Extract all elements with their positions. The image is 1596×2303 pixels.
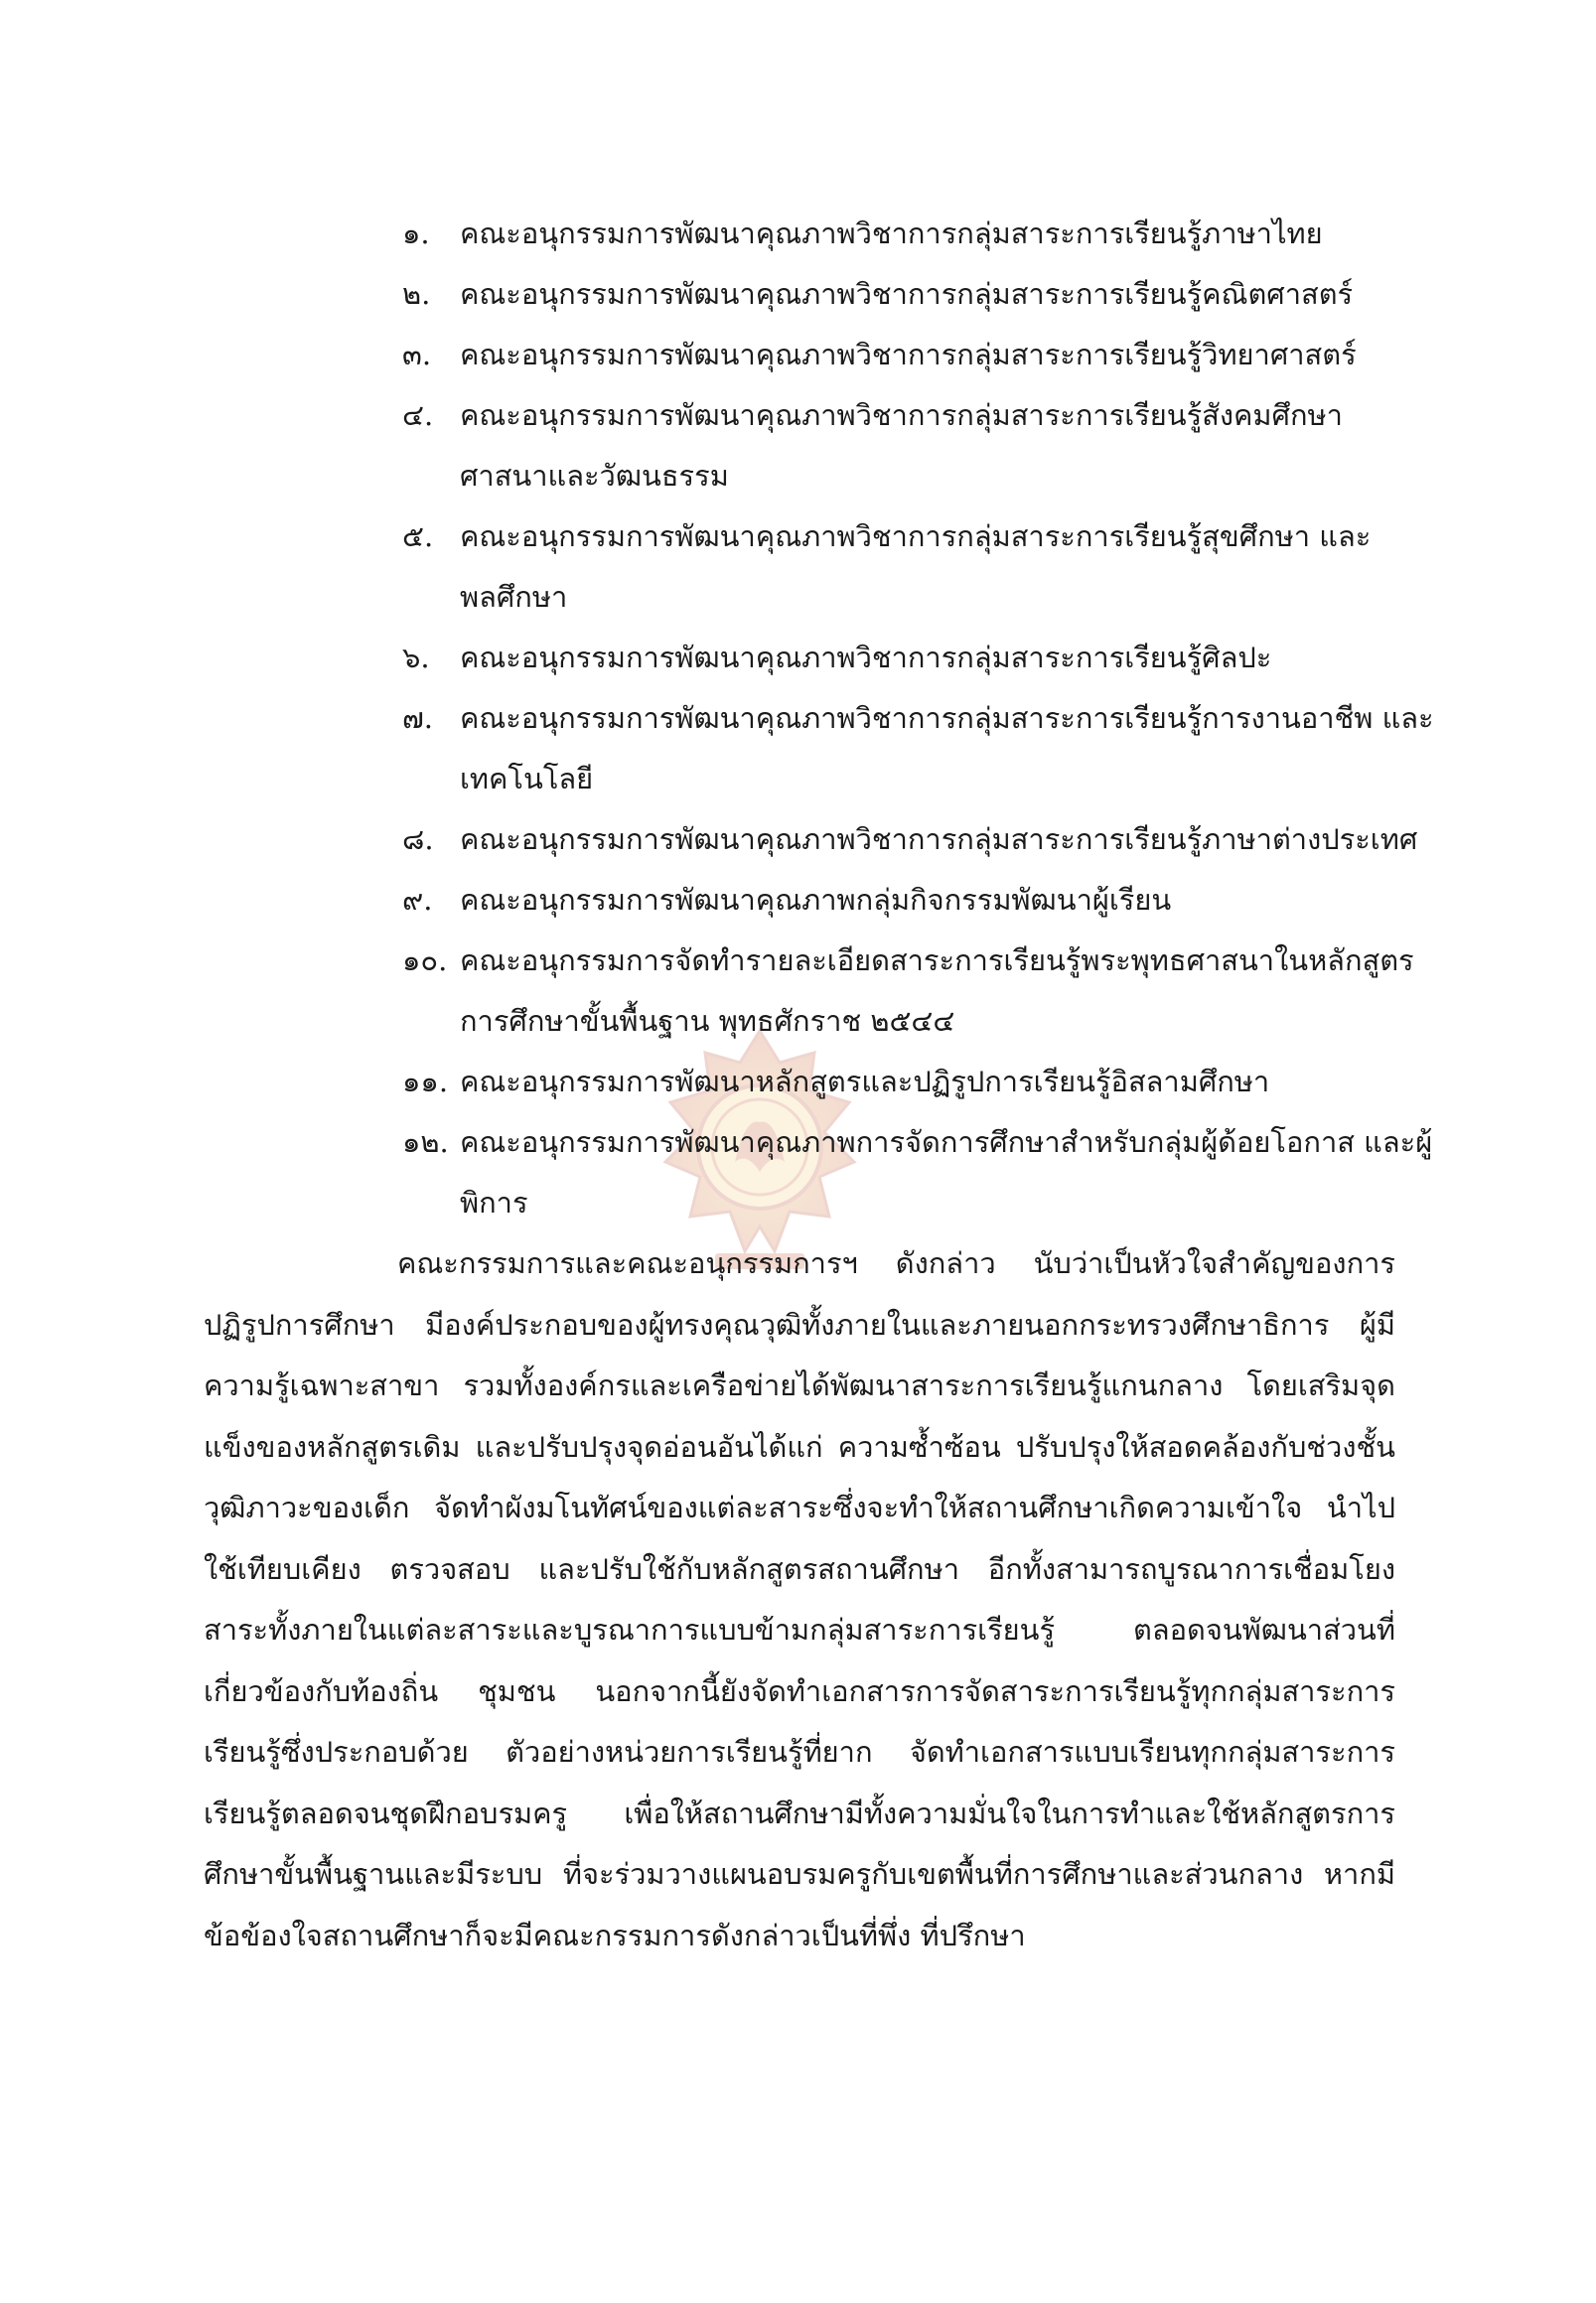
- committee-number: ๘.: [402, 822, 434, 856]
- committee-number: ๔.: [402, 398, 434, 432]
- committee-item: [402, 1112, 1435, 1233]
- committee-title: คณะอนุกรรมการพัฒนาคุณภาพกลุ่มกิจกรรมพัฒนาผู้เรียน: [460, 883, 1172, 917]
- committee-item: [402, 325, 1435, 385]
- committee-number: ๑.: [402, 216, 430, 250]
- committee-title: คณะอนุกรรมการจัดทำรายละเอียดสาระการเรียนรู้พระพุทธศาสนาในหลักสูตร การศึกษาขั้นพื้นฐาน พุทธศักราช ๒๕๔๔: [460, 943, 1414, 1038]
- committee-title: คณะอนุกรรมการพัฒนาคุณภาพวิชาการกลุ่มสาระการเรียนรู้วิทยาศาสตร์: [460, 338, 1357, 371]
- committee-number: ๙.: [402, 883, 433, 917]
- committee-item: [402, 628, 1435, 688]
- committee-item: [402, 385, 1435, 506]
- committee-title: คณะอนุกรรมการพัฒนาคุณภาพวิชาการกลุ่มสาระการเรียนรู้ภาษาไทย: [460, 216, 1323, 250]
- committee-title: คณะอนุกรรมการพัฒนาคุณภาพวิชาการกลุ่มสาระการเรียนรู้คณิตศาสตร์: [460, 277, 1354, 311]
- committee-number: ๗.: [402, 701, 434, 735]
- committee-item: [402, 1052, 1435, 1112]
- committee-title: คณะอนุกรรมการพัฒนาคุณภาพวิชาการกลุ่มสาระการเรียนรู้สุขศึกษา และพลศึกษา: [460, 519, 1372, 614]
- committee-number: ๑๐.: [402, 943, 448, 977]
- committee-title: คณะอนุกรรมการพัฒนาคุณภาพวิชาการกลุ่มสาระการเรียนรู้การงานอาชีพ และเทคโนโลยี: [460, 701, 1434, 795]
- committee-title: คณะอนุกรรมการพัฒนาหลักสูตรและปฏิรูปการเรียนรู้อิสลามศึกษา: [460, 1065, 1270, 1098]
- committee-item: [402, 688, 1435, 809]
- committee-list: [402, 204, 1435, 1233]
- committee-title: คณะอนุกรรมการพัฒนาคุณภาพการจัดการศึกษาสำหรับกลุ่มผู้ด้อยโอกาส และผู้พิการ: [460, 1125, 1433, 1220]
- committee-title: คณะอนุกรรมการพัฒนาคุณภาพวิชาการกลุ่มสาระการเรียนรู้สังคมศึกษา ศาสนาและวัฒนธรรม: [460, 398, 1343, 493]
- committee-item: [402, 506, 1435, 628]
- committee-item: [402, 809, 1435, 870]
- committee-number: ๑๒.: [402, 1125, 449, 1159]
- committee-item: [402, 931, 1435, 1052]
- committee-number: ๕.: [402, 519, 434, 553]
- committee-item: [402, 204, 1435, 264]
- committee-number: ๖.: [402, 641, 430, 674]
- committee-item: [402, 264, 1435, 325]
- committee-item: [402, 870, 1435, 931]
- committee-number: ๓.: [402, 338, 432, 371]
- committee-title: คณะอนุกรรมการพัฒนาคุณภาพวิชาการกลุ่มสาระการเรียนรู้ศิลปะ: [460, 641, 1272, 674]
- body-paragraph: คณะกรรมการและคณะอนุกรรมการฯ ดังกล่าว นับว่าเป็นหัวใจสำคัญของการปฏิรูปการศึกษา มีองค์ประกอบของผู้ทรงคุณวุฒิทั้งภายในและภายนอกกระทรวงศึกษาธิการ ผู้มีความรู้เฉพาะสาขา รวมทั้งองค์กรและเครือข่ายได้พัฒนาสาระการเรียนรู้แกนกลาง โดยเสริมจุดแข็งของหลักสูตรเดิม และปรับปรุงจุดอ่อนอันได้แก่ ความซ้ำซ้อน ปรับปรุงให้สอดคล้องกับช่วงชั้นวุฒิภาวะของเด็ก จัดทำผังมโนทัศน์ของแต่ละสาระซึ่งจะทำให้สถานศึกษาเกิดความเข้าใจ นำไปใช้เทียบเคียง ตรวจสอบ และปรับใช้กับหลักสูตรสถานศึกษา อีกทั้งสามารถบูรณาการเชื่อมโยงสาระทั้งภายในแต่ละสาระและบูรณาการแบบข้ามกลุ่มสาระการเรียนรู้ ตลอดจนพัฒนาส่วนที่เกี่ยวข้องกับท้องถิ่น ชุมชน นอกจากนี้ยังจัดทำเอกสารการจัดสาระการเรียนรู้ทุกกลุ่มสาระการเรียนรู้ซึ่งประกอบด้วย ตัวอย่างหน่วยการเรียนรู้ที่ยาก จัดทำเอกสารแบบเรียนทุกกลุ่มสาระการเรียนรู้ตลอดจนชุดฝึกอบรมครู เพื่อให้สถานศึกษามีทั้งความมั่นใจในการทำและใช้หลักสูตรการศึกษาขั้นพื้นฐานและมีระบบ ที่จะร่วมวางแผนอบรมครูกับเขตพื้นที่การศึกษาและส่วนกลาง หากมีข้อข้องใจสถานศึกษาก็จะมีคณะกรรมการดังกล่าวเป็นที่พึ่ง ที่ปรึกษา: [204, 1246, 1395, 1952]
- committee-title: คณะอนุกรรมการพัฒนาคุณภาพวิชาการกลุ่มสาระการเรียนรู้ภาษาต่างประเทศ: [460, 822, 1418, 856]
- committee-number: ๒.: [402, 277, 431, 311]
- committee-number: ๑๑.: [402, 1065, 449, 1098]
